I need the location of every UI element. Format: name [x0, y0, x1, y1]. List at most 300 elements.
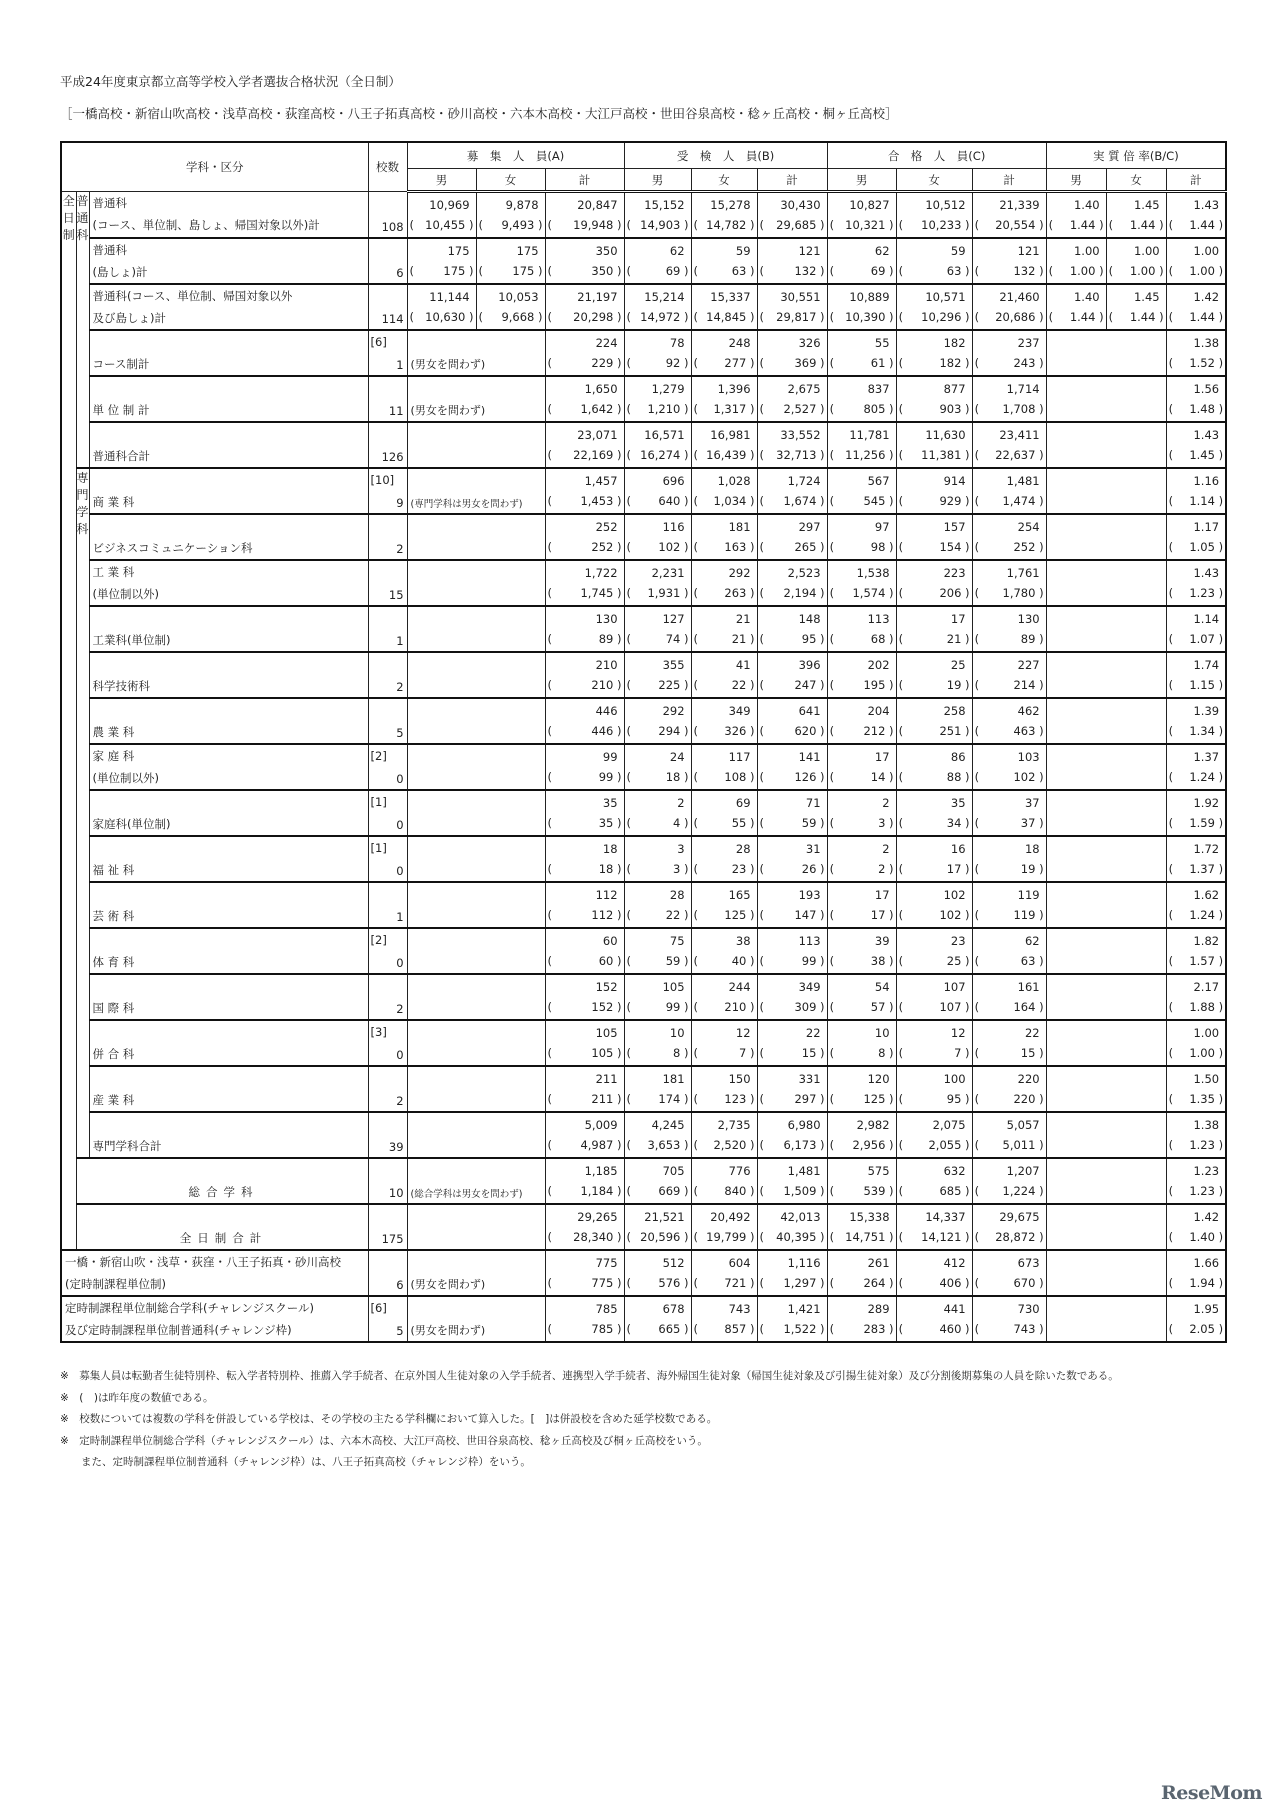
previous-year-value: 17 ) [947, 859, 970, 881]
value-cell [691, 1112, 757, 1158]
value-cell [896, 1112, 972, 1158]
open-paren [760, 813, 765, 835]
current-value: 223 [943, 566, 966, 580]
current-value: 30,430 [780, 198, 821, 212]
previous-year-value: 2,055 ) [928, 1135, 969, 1157]
value-cell [972, 836, 1046, 882]
open-paren [830, 813, 835, 835]
open-paren [694, 1227, 699, 1249]
open-paren [760, 1227, 765, 1249]
previous-year-value: 95 ) [947, 1089, 970, 1111]
value-cell [545, 1020, 624, 1066]
value-cell [691, 514, 757, 560]
value-cell [1166, 698, 1226, 744]
current-value: 10,571 [925, 290, 966, 304]
current-value: 1.45 [1133, 290, 1160, 304]
row-label: 定時制課程単位制総合学科(チャレンジスクール) 及び定時制課程単位制普通科(チャレンジ枠) [61, 1296, 368, 1342]
previous-year-value: 40,395 ) [776, 1227, 824, 1249]
current-value: 331 [798, 1072, 821, 1086]
value-cell [757, 514, 827, 560]
previous-year-value: 35 ) [599, 813, 622, 835]
open-paren [1169, 675, 1174, 697]
open-paren [899, 721, 904, 743]
open-paren [1169, 261, 1174, 283]
current-value: 2 [882, 796, 890, 810]
value-cell [1166, 1158, 1226, 1204]
current-value: 182 [943, 336, 966, 350]
value-cell [1166, 606, 1226, 652]
open-paren [627, 399, 632, 421]
previous-year-value: 7 ) [954, 1043, 969, 1065]
current-value: 59 [735, 244, 751, 258]
value-cell [896, 1158, 972, 1204]
table-row [61, 790, 1226, 836]
table-row [61, 882, 1226, 928]
value-cell [1166, 560, 1226, 606]
open-paren [899, 813, 904, 835]
value-cell [691, 422, 757, 468]
previous-year-value: 1.14 ) [1189, 491, 1223, 513]
open-paren [548, 1227, 553, 1249]
value-cell [1166, 836, 1226, 882]
header-applicants: 受 検 人 員(B) [624, 142, 827, 169]
row-label: 全日制合計 [76, 1204, 368, 1250]
current-value: 23,411 [999, 428, 1040, 442]
value-cell [1166, 744, 1226, 790]
previous-year-value: 20,686 ) [995, 307, 1043, 329]
current-value: 38 [735, 934, 751, 948]
value-cell [691, 376, 757, 422]
open-paren [479, 215, 484, 237]
current-value: 105 [595, 1026, 618, 1040]
previous-year-value: 154 ) [939, 537, 969, 559]
value-cell [691, 468, 757, 514]
school-count-bracket: [6] [370, 1301, 387, 1315]
value-cell [896, 192, 972, 239]
school-count-value: 1 [396, 634, 404, 648]
table-row [61, 238, 1226, 284]
previous-year-value: 21 ) [947, 629, 970, 651]
previous-year-value: 277 ) [724, 353, 754, 375]
current-value: 297 [798, 520, 821, 534]
footnote: ※ 校数については複数の学科を併設している学校は、その学校の主たる学科欄において算入した。[ ]は併設校を含めた延学校数である。 [60, 1413, 718, 1425]
table-row [61, 652, 1226, 698]
recruitment-merged-cell [407, 1158, 545, 1204]
previous-year-value: 2 ) [878, 859, 893, 881]
previous-year-value: 1,708 ) [1003, 399, 1044, 421]
current-value: 349 [798, 980, 821, 994]
previous-year-value: 1.44 ) [1070, 307, 1104, 329]
current-value: 161 [1017, 980, 1040, 994]
school-count-bracket: [3] [370, 1025, 387, 1039]
open-paren [694, 399, 699, 421]
ratio-merged-cell [1046, 698, 1166, 744]
current-value: 99 [602, 750, 618, 764]
table-row [61, 744, 1226, 790]
value-cell [827, 514, 896, 560]
previous-year-value: 1.57 ) [1189, 951, 1223, 973]
value-cell [1166, 1020, 1226, 1066]
open-paren [975, 767, 980, 789]
open-paren [760, 307, 765, 329]
school-count [368, 330, 407, 376]
previous-year-value: 1,509 ) [783, 1181, 824, 1203]
value-cell [757, 606, 827, 652]
ratio-merged-cell [1046, 1250, 1166, 1296]
open-paren [548, 307, 553, 329]
open-paren [975, 629, 980, 651]
ratio-merged-cell [1046, 652, 1166, 698]
ratio-merged-cell [1046, 928, 1166, 974]
previous-year-value: 63 ) [1021, 951, 1044, 973]
value-cell [545, 1066, 624, 1112]
current-value: 35 [950, 796, 966, 810]
row-label: 併 合 科 [89, 1020, 368, 1066]
current-value: 1,724 [787, 474, 821, 488]
value-cell [624, 928, 691, 974]
school-count-bracket: [2] [370, 749, 387, 763]
current-value: 14,337 [925, 1210, 966, 1224]
subheader-male: 男 [827, 169, 896, 192]
ratio-merged-cell [1046, 974, 1166, 1020]
current-value: 17 [874, 888, 890, 902]
value-cell [545, 238, 624, 284]
value-cell [624, 744, 691, 790]
value-cell [757, 744, 827, 790]
value-cell [407, 192, 476, 239]
value-cell [757, 1112, 827, 1158]
open-paren [899, 997, 904, 1019]
previous-year-value: 297 ) [794, 1089, 824, 1111]
open-paren [694, 1181, 699, 1203]
open-paren [548, 629, 553, 651]
current-value: 1,279 [651, 382, 685, 396]
value-cell [545, 330, 624, 376]
table-row [61, 468, 1226, 514]
current-value: 224 [595, 336, 618, 350]
value-cell [827, 468, 896, 514]
current-value: 1,650 [584, 382, 618, 396]
open-paren [760, 491, 765, 513]
open-paren [899, 261, 904, 283]
school-count [368, 1204, 407, 1250]
open-paren [694, 951, 699, 973]
previous-year-value: 26 ) [802, 859, 825, 881]
current-value: 31 [805, 842, 821, 856]
row-label: ビジネスコミュニケーション科 [89, 514, 368, 560]
value-cell [896, 836, 972, 882]
school-count-bracket: [1] [370, 795, 387, 809]
value-cell [896, 1066, 972, 1112]
open-paren [899, 1089, 904, 1111]
current-value: 244 [728, 980, 751, 994]
current-value: 1,481 [1006, 474, 1040, 488]
open-paren [975, 951, 980, 973]
current-value: 2,675 [787, 382, 821, 396]
current-value: 1.62 [1193, 888, 1220, 902]
open-paren [975, 1089, 980, 1111]
open-paren [548, 951, 553, 973]
open-paren [760, 583, 765, 605]
zennichi-group-label-char: 制 [62, 228, 75, 242]
value-cell [1166, 790, 1226, 836]
current-value: 18 [1024, 842, 1040, 856]
row-label: 単 位 制 計 [89, 376, 368, 422]
open-paren [410, 261, 415, 283]
current-value: 1,538 [856, 566, 890, 580]
open-paren [899, 215, 904, 237]
previous-year-value: 2.05 ) [1189, 1319, 1223, 1341]
previous-year-value: 840 ) [724, 1181, 754, 1203]
value-cell [896, 790, 972, 836]
open-paren [760, 445, 765, 467]
previous-year-value: 14 ) [871, 767, 894, 789]
value-cell [1106, 238, 1166, 284]
previous-year-value: 805 ) [863, 399, 893, 421]
value-cell [1166, 1066, 1226, 1112]
school-count [368, 284, 407, 330]
ratio-merged-cell [1046, 330, 1166, 376]
open-paren [548, 537, 553, 559]
ratio-merged-cell [1046, 1020, 1166, 1066]
current-value: 1,722 [584, 566, 618, 580]
previous-year-value: 264 ) [863, 1273, 893, 1295]
value-cell [545, 514, 624, 560]
current-value: 6,980 [787, 1118, 821, 1132]
open-paren [694, 629, 699, 651]
previous-year-value: 14,903 ) [640, 215, 688, 237]
recruitment-merged-cell [407, 698, 545, 744]
current-value: 24 [669, 750, 685, 764]
value-cell [896, 284, 972, 330]
recruitment-merged-cell [407, 1066, 545, 1112]
open-paren [760, 951, 765, 973]
current-value: 130 [1017, 612, 1040, 626]
open-paren [1169, 951, 1174, 973]
open-paren [1169, 1319, 1174, 1341]
current-value: 355 [662, 658, 685, 672]
open-paren [760, 1135, 765, 1157]
previous-year-value: 11,256 ) [845, 445, 893, 467]
current-value: 776 [728, 1164, 751, 1178]
open-paren [830, 1135, 835, 1157]
value-cell [1166, 1204, 1226, 1250]
open-paren [1169, 307, 1174, 329]
value-cell [827, 790, 896, 836]
current-value: 1,761 [1006, 566, 1040, 580]
school-count-bracket: [10] [370, 473, 395, 487]
previous-year-value: 20,596 ) [640, 1227, 688, 1249]
value-cell [624, 1112, 691, 1158]
value-cell [757, 284, 827, 330]
value-cell [896, 744, 972, 790]
value-cell [476, 192, 545, 239]
open-paren [1109, 261, 1114, 283]
school-count [368, 376, 407, 422]
open-paren [830, 1273, 835, 1295]
current-value: 121 [1017, 244, 1040, 258]
value-cell [624, 284, 691, 330]
open-paren [975, 1227, 980, 1249]
current-value: 12 [735, 1026, 751, 1040]
previous-year-value: 1,780 ) [1003, 583, 1044, 605]
open-paren [627, 537, 632, 559]
previous-year-value: 214 ) [1013, 675, 1043, 697]
school-count-bracket: [6] [370, 335, 387, 349]
previous-year-value: 89 ) [1021, 629, 1044, 651]
open-paren [830, 767, 835, 789]
current-value: 21,197 [577, 290, 618, 304]
open-paren [1169, 767, 1174, 789]
open-paren [899, 1227, 904, 1249]
current-value: 112 [595, 888, 618, 902]
current-value: 113 [798, 934, 821, 948]
subheader-male: 男 [624, 169, 691, 192]
current-value: 1,185 [584, 1164, 618, 1178]
previous-year-value: 14,972 ) [640, 307, 688, 329]
open-paren [627, 583, 632, 605]
open-paren [975, 1181, 980, 1203]
current-value: 69 [735, 796, 751, 810]
previous-year-value: 1,453 ) [580, 491, 621, 513]
current-value: 152 [595, 980, 618, 994]
value-cell [624, 238, 691, 284]
value-cell [972, 284, 1046, 330]
school-count [368, 1158, 407, 1204]
table-row [61, 330, 1226, 376]
current-value: 17 [874, 750, 890, 764]
open-paren [760, 537, 765, 559]
current-value: 127 [662, 612, 685, 626]
current-value: 86 [950, 750, 966, 764]
open-paren [548, 905, 553, 927]
row-label: 普通科(コース、単位制、帰国対象以外 及び島しょ)計 [89, 284, 368, 330]
value-cell [757, 698, 827, 744]
school-count-value: 0 [396, 864, 404, 878]
previous-year-value: 1.44 ) [1189, 307, 1223, 329]
current-value: 71 [805, 796, 821, 810]
open-paren [1169, 1273, 1174, 1295]
value-cell [972, 330, 1046, 376]
value-cell [691, 1020, 757, 1066]
row-label: 普通科合計 [89, 422, 368, 468]
value-cell [896, 376, 972, 422]
school-count [368, 514, 407, 560]
row-label: 芸 術 科 [89, 882, 368, 928]
previous-year-value: 620 ) [794, 721, 824, 743]
current-value: 17 [950, 612, 966, 626]
open-paren [830, 629, 835, 651]
futsu-group-label-char: 通 [76, 211, 89, 225]
row-label: 家庭科(単位制) [89, 790, 368, 836]
value-cell [624, 1158, 691, 1204]
school-count-value: 1 [396, 910, 404, 924]
ratio-merged-cell [1046, 744, 1166, 790]
previous-year-value: 210 ) [591, 675, 621, 697]
current-value: 59 [950, 244, 966, 258]
value-cell [757, 1158, 827, 1204]
open-paren [627, 491, 632, 513]
previous-year-value: 29,685 ) [776, 215, 824, 237]
previous-year-value: 1,931 ) [647, 583, 688, 605]
previous-year-value: 5,011 ) [1003, 1135, 1044, 1157]
open-paren [830, 859, 835, 881]
previous-year-value: 59 ) [802, 813, 825, 835]
value-cell [827, 238, 896, 284]
value-cell [1166, 1250, 1226, 1296]
current-value: 1.37 [1193, 750, 1220, 764]
value-cell [896, 1296, 972, 1342]
open-paren [548, 1043, 553, 1065]
current-value: 20,492 [710, 1210, 751, 1224]
value-cell [624, 560, 691, 606]
current-value: 775 [595, 1256, 618, 1270]
previous-year-value: 252 ) [591, 537, 621, 559]
ratio-merged-cell [1046, 422, 1166, 468]
open-paren [1169, 445, 1174, 467]
value-cell [827, 698, 896, 744]
senmon-group-label [76, 468, 89, 1158]
value-cell [545, 836, 624, 882]
open-paren [830, 399, 835, 421]
recruitment-merged-cell [407, 928, 545, 974]
value-cell [827, 330, 896, 376]
open-paren [548, 215, 553, 237]
header-recruitment: 募 集 人 員(A) [407, 142, 624, 169]
open-paren [548, 491, 553, 513]
current-value: 1.23 [1193, 1164, 1220, 1178]
value-cell [624, 698, 691, 744]
current-value: 15,152 [644, 198, 685, 212]
value-cell [972, 1020, 1046, 1066]
open-paren [694, 215, 699, 237]
previous-year-value: 19,948 ) [573, 215, 621, 237]
row-label: 工 業 科 (単位制以外) [89, 560, 368, 606]
open-paren [975, 537, 980, 559]
ratio-merged-cell [1046, 514, 1166, 560]
current-value: 21,521 [644, 1210, 685, 1224]
current-value: 193 [798, 888, 821, 902]
previous-year-value: 10,233 ) [921, 215, 969, 237]
open-paren [899, 307, 904, 329]
current-value: 105 [662, 980, 685, 994]
open-paren [830, 1043, 835, 1065]
previous-year-value: 265 ) [794, 537, 824, 559]
current-value: 2,075 [932, 1118, 966, 1132]
current-value: 97 [874, 520, 890, 534]
footnote: ※ 定時制課程単位制総合学科（チャレンジスクール）は、六本木高校、大江戸高校、世田谷泉高校、稔ヶ丘高校及び桐ヶ丘高校をいう。 [60, 1434, 708, 1447]
previous-year-value: 1.15 ) [1189, 675, 1223, 697]
value-cell [896, 1250, 972, 1296]
open-paren [760, 721, 765, 743]
table-row [61, 1158, 1226, 1204]
current-value: 120 [867, 1072, 890, 1086]
header-schools: 校数 [368, 142, 407, 192]
value-cell [545, 468, 624, 514]
current-value: 35 [602, 796, 618, 810]
open-paren [830, 261, 835, 283]
row-label: 普通科 (島しょ)計 [89, 238, 368, 284]
current-value: 5,009 [584, 1118, 618, 1132]
open-paren [627, 629, 632, 651]
previous-year-value: 34 ) [947, 813, 970, 835]
previous-year-value: 59 ) [666, 951, 689, 973]
school-count-value: 2 [396, 542, 404, 556]
value-cell [545, 376, 624, 422]
previous-year-value: 98 ) [871, 537, 894, 559]
value-cell [1166, 376, 1226, 422]
previous-year-value: 14,121 ) [921, 1227, 969, 1249]
